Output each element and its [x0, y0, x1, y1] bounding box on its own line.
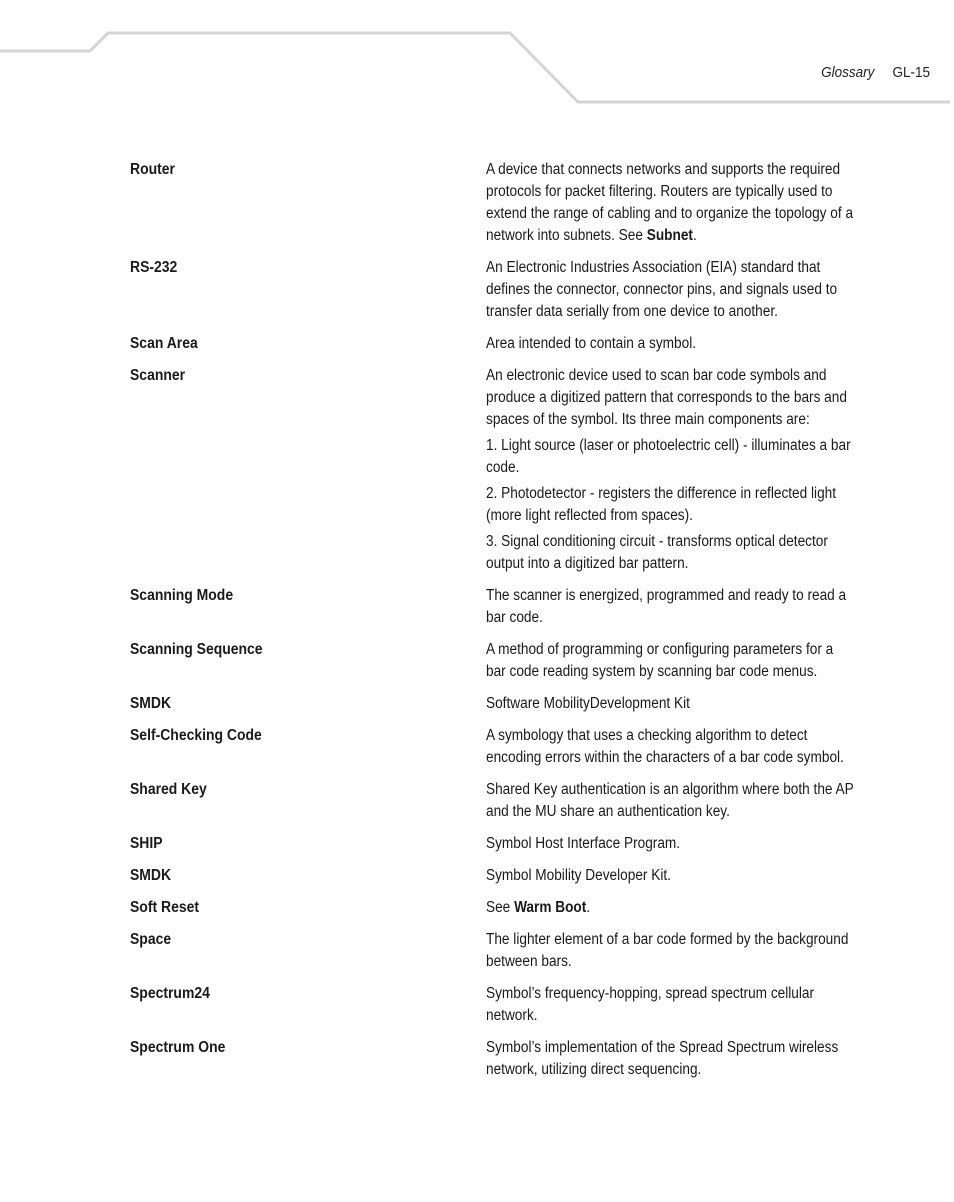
glossary-term: Spectrum One [130, 1039, 226, 1056]
glossary-definition [486, 257, 856, 323]
definition-text: Symbol Mobility Developer Kit. [486, 867, 671, 884]
header-section-title: Glossary [821, 64, 875, 81]
definition-text: 1. Light source (laser or photoelectric cell) - illuminates a bar code. [486, 437, 851, 476]
glossary-definition [486, 159, 856, 247]
definition-text: Shared Key authentication is an algorithm where both the AP and the MU share an authentication key. [486, 781, 854, 820]
glossary-entry [130, 1037, 870, 1081]
definition-text: A method of programming or configuring parameters for a bar code reading system by scanning bar code menus. [486, 641, 834, 680]
definition-paragraph [486, 897, 856, 919]
glossary-entry [130, 929, 870, 973]
glossary-entry [130, 833, 870, 855]
glossary-definition [486, 929, 856, 973]
definition-paragraph [486, 257, 856, 323]
definition-paragraph [486, 333, 856, 355]
glossary-term: SMDK [130, 867, 172, 884]
definition-paragraph [486, 983, 856, 1027]
definition-text: Symbol’s frequency-hopping, spread spectrum cellular network. [486, 985, 815, 1024]
glossary-term: Soft Reset [130, 899, 199, 916]
definition-text: Area intended to contain a symbol. [486, 335, 697, 352]
definition-paragraph [486, 865, 856, 887]
glossary-term: Scan Area [130, 335, 198, 352]
glossary-term: Spectrum24 [130, 985, 210, 1002]
definition-paragraph [486, 531, 856, 575]
glossary-term: Self-Checking Code [130, 727, 262, 744]
glossary-entry [130, 725, 870, 769]
definition-text: A device that connects networks and supports the required protocols for packet filtering. Routers are typically used to extend the range of cabling and to organize the topology of a network into subnets. See [486, 161, 854, 244]
definition-punctuation: . [586, 899, 591, 916]
glossary-entry [130, 983, 870, 1027]
glossary-definition [486, 897, 856, 919]
page-number: GL-15 [892, 64, 930, 81]
definition-text: The scanner is energized, programmed and ready to read a bar code. [486, 587, 847, 626]
glossary-definition [486, 639, 856, 683]
glossary-definition [486, 693, 856, 715]
glossary-entry [130, 779, 870, 823]
header-rule-decoration [0, 0, 954, 110]
definition-paragraph [486, 725, 856, 769]
definition-paragraph [486, 435, 856, 479]
definition-paragraph [486, 779, 856, 823]
glossary-definition [486, 779, 856, 823]
definition-punctuation: . [692, 227, 697, 244]
definition-text: An electronic device used to scan bar code symbols and produce a digitized pattern that corresponds to the bars and spaces of the symbol. Its three main components are: [486, 367, 847, 428]
definition-text: Software MobilityDevelopment Kit [486, 695, 690, 712]
cross-reference: Warm Boot [514, 899, 587, 916]
glossary-term: Scanning Sequence [130, 641, 263, 658]
glossary-definition [486, 1037, 856, 1081]
glossary-entry [130, 257, 870, 323]
definition-text: 3. Signal conditioning circuit - transforms optical detector output into a digitized bar pattern. [486, 533, 828, 572]
glossary-definition [486, 983, 856, 1027]
glossary-term: Space [130, 931, 172, 948]
glossary-definition [486, 333, 856, 355]
definition-paragraph [486, 365, 856, 431]
definition-text: 2. Photodetector - registers the difference in reflected light (more light reflected from spaces). [486, 485, 837, 524]
definition-paragraph [486, 833, 856, 855]
glossary-list [130, 159, 870, 1091]
glossary-entry [130, 333, 870, 355]
glossary-definition [486, 365, 856, 575]
glossary-entry [130, 585, 870, 629]
definition-text: A symbology that uses a checking algorithm to detect encoding errors within the characters of a bar code symbol. [486, 727, 844, 766]
glossary-entry [130, 693, 870, 715]
definition-text: An Electronic Industries Association (EIA) standard that defines the connector, connector pins, and signals used to transfer data serially from one device to another. [486, 259, 838, 320]
definition-paragraph [486, 929, 856, 973]
glossary-term: SMDK [130, 695, 172, 712]
glossary-entry [130, 639, 870, 683]
definition-paragraph [486, 159, 856, 247]
glossary-definition [486, 865, 856, 887]
definition-text: The lighter element of a bar code formed by the background between bars. [486, 931, 849, 970]
glossary-definition [486, 833, 856, 855]
definition-paragraph [486, 693, 856, 715]
glossary-term: RS-232 [130, 259, 178, 276]
glossary-term: Scanning Mode [130, 587, 234, 604]
glossary-entry [130, 897, 870, 919]
definition-paragraph [486, 1037, 856, 1081]
definition-text: Symbol’s implementation of the Spread Spectrum wireless network, utilizing direct sequencing. [486, 1039, 839, 1078]
glossary-term: Scanner [130, 367, 186, 384]
definition-text: See [486, 899, 515, 916]
definition-text: Symbol Host Interface Program. [486, 835, 681, 852]
running-header [821, 64, 930, 81]
glossary-term: Shared Key [130, 781, 207, 798]
glossary-term: Router [130, 161, 175, 178]
glossary-entry [130, 159, 870, 247]
definition-paragraph [486, 483, 856, 527]
cross-reference: Subnet [646, 227, 693, 244]
definition-paragraph [486, 585, 856, 629]
glossary-definition [486, 725, 856, 769]
definition-paragraph [486, 639, 856, 683]
glossary-entry [130, 865, 870, 887]
glossary-entry [130, 365, 870, 575]
glossary-definition [486, 585, 856, 629]
glossary-term: SHIP [130, 835, 163, 852]
